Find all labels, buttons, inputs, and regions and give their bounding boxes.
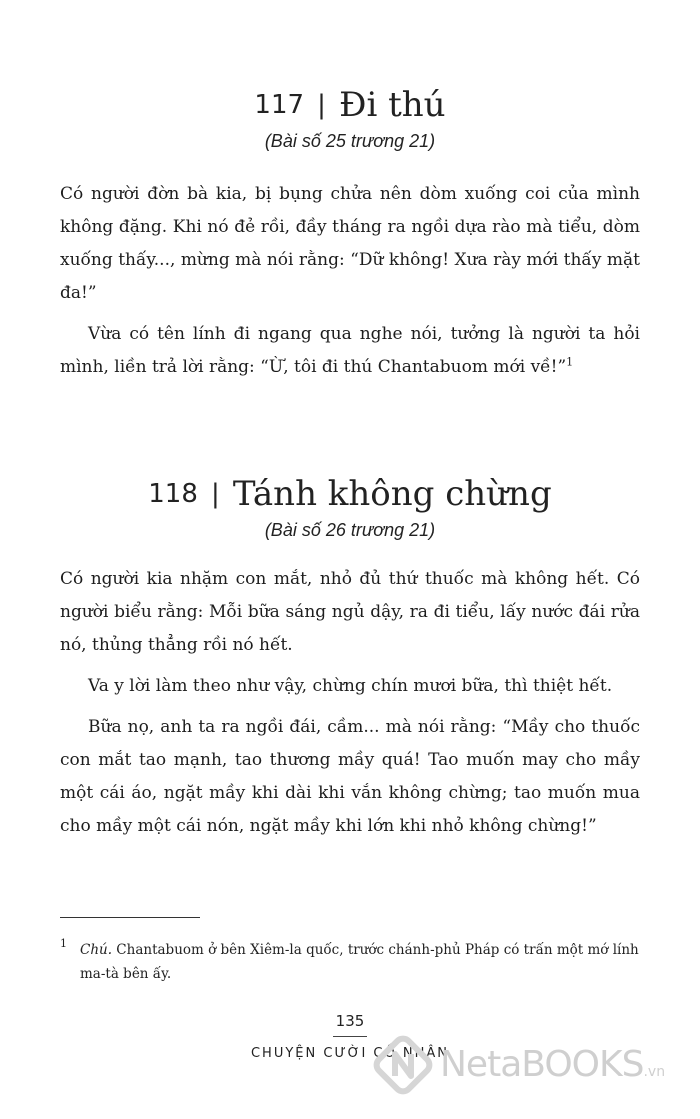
footnote-body: Chantabuom ở bên Xiêm-la quốc, trước chánh-phủ Pháp có trấn một mớ lính ma-tà bên ấy. — [80, 942, 639, 982]
footnote-lead: Chú. — [80, 942, 113, 958]
story-title: Đi thú — [339, 85, 446, 125]
story-117 — [60, 85, 640, 384]
story-title: Tánh không chừng — [232, 474, 552, 514]
page-number-rule — [333, 1036, 367, 1037]
watermark-text — [440, 1044, 665, 1085]
story-paragraph: Có người kia nhặm con mắt, nhỏ đủ thứ thuốc mà không hết. Có người biểu rằng: Mỗi bữa sáng ngủ dậy, ra đi tiểu, lấy nước đái rửa nó, thủng thẳng rồi nó hết. — [60, 569, 640, 655]
watermark — [370, 1030, 700, 1119]
running-head: CHUYỆN CƯỜI CỔ NHÂN — [250, 1046, 449, 1061]
watermark-brand: NetaBOOKS — [440, 1044, 644, 1085]
story-title-line — [60, 85, 640, 125]
story-paragraph — [60, 318, 640, 384]
footnote-mark: 1 — [60, 937, 67, 950]
footnote — [60, 938, 640, 986]
footnote-text — [80, 938, 640, 986]
story-subtitle: (Bài số 26 trương 21) — [264, 520, 436, 540]
page-number: 135 — [335, 1012, 365, 1030]
story-118 — [60, 474, 640, 843]
story-heading — [60, 474, 640, 541]
story-paragraph: Bữa nọ, anh ta ra ngồi đái, cầm... mà nói rằng: “Mầy cho thuốc con mắt tao mạnh, tao thương mầy quá! Tao muốn may cho mầy một cái áo, ngặt mầy khi dài khi vắn không chừng; tao muốn mua cho mầy một cái nón, ngặt mầy khi lớn khi nhỏ không chừng!” — [60, 717, 640, 836]
footnote-reference: 1 — [566, 355, 574, 369]
paragraph-text: Vừa có tên lính đi ngang qua nghe nói, tưởng là người ta hỏi mình, liền trả lời rằng: “Ừ, tôi đi thú Chantabuom mới về!” — [60, 324, 640, 377]
story-number: 117 — [254, 90, 305, 120]
footnote-rule — [60, 917, 200, 918]
netabooks-logo-icon — [372, 1034, 434, 1096]
story-subtitle: (Bài số 25 trương 21) — [264, 131, 436, 151]
story-number: 118 — [148, 479, 198, 509]
story-paragraph: Va y lời làm theo như vậy, chừng chín mươi bữa, thì thiệt hết. — [88, 676, 613, 696]
title-divider: | — [317, 90, 326, 120]
story-heading — [60, 85, 640, 152]
title-divider: | — [211, 479, 220, 509]
story-paragraph: Có người đờn bà kia, bị bụng chửa nên dòm xuống coi của mình không đặng. Khi nó đẻ rồi, đầy tháng ra ngồi dựa rào mà tiểu, dòm xuống thấy..., mừng mà nói rằng: “Dữ không! Xưa rày mới thấy mặt đa!” — [60, 184, 640, 303]
story-title-line — [60, 474, 640, 514]
watermark-domain: .vn — [643, 1064, 666, 1080]
